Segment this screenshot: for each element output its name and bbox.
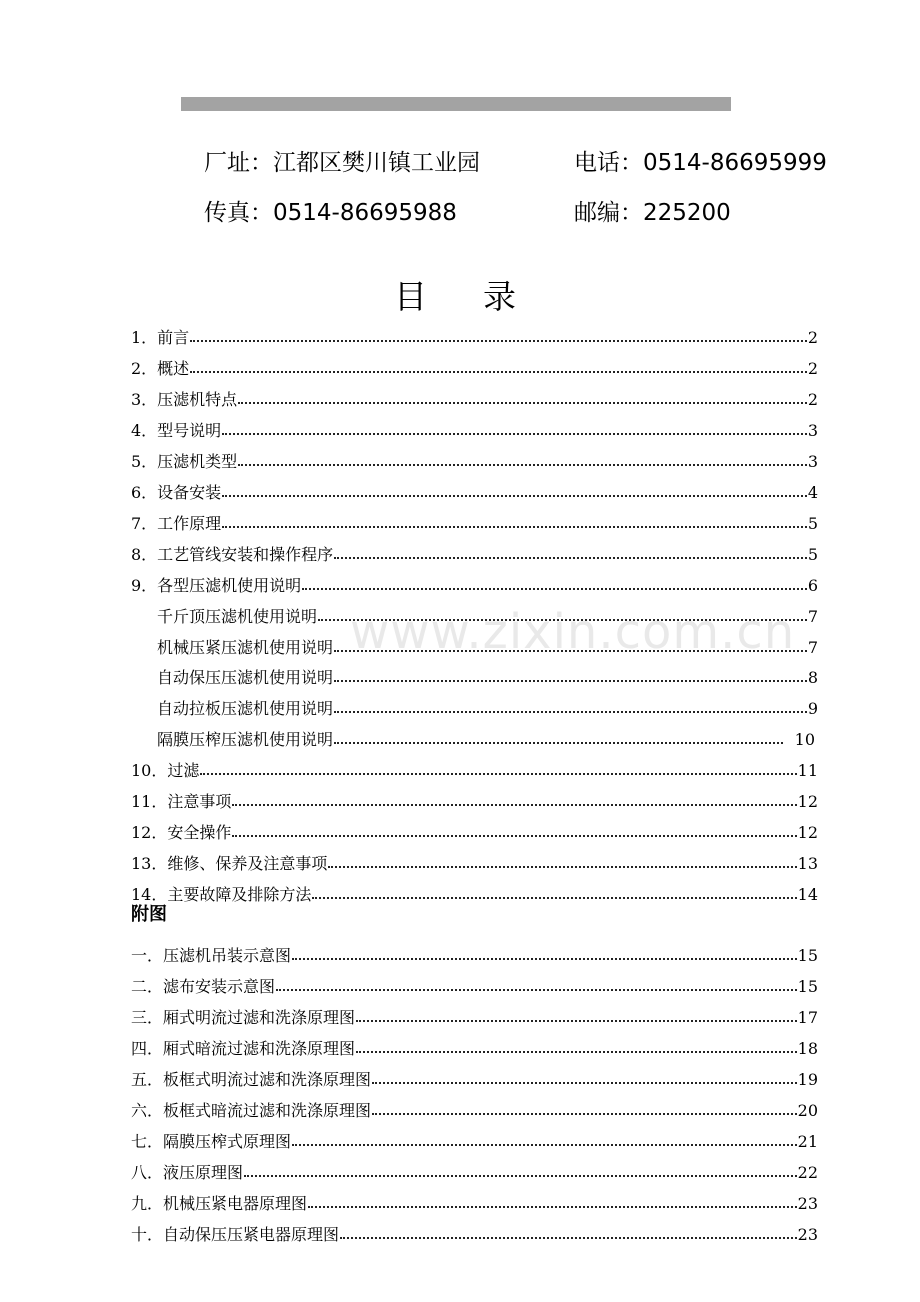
- dot-leader: [334, 711, 807, 713]
- page-number: 23: [797, 1194, 818, 1213]
- appendix-entry: [131, 1064, 818, 1088]
- entry-title: 5．压滤机类型: [131, 452, 238, 471]
- page-number: 7: [807, 638, 818, 657]
- toc-entry: [131, 848, 818, 872]
- entry-title: 12．安全操作: [131, 823, 232, 842]
- watermark-text: www.zixin.com.cn: [350, 604, 796, 660]
- dot-leader: [302, 588, 807, 590]
- entry-title: 13．维修、保养及注意事项: [131, 854, 328, 873]
- dot-leader: [292, 1144, 797, 1146]
- entry-title: 1．前言: [131, 328, 190, 347]
- postcode: 邮编：225200: [574, 200, 731, 226]
- dot-leader: [276, 989, 797, 991]
- dot-leader: [312, 897, 796, 899]
- entry-title: 九．机械压紧电器原理图: [131, 1194, 308, 1213]
- entry-title: 一．压滤机吊装示意图: [131, 946, 292, 965]
- page-number: 9: [807, 699, 818, 718]
- toc-entry: [131, 446, 818, 470]
- page-number: 5: [807, 545, 818, 564]
- toc-entry: [157, 632, 818, 656]
- dot-leader: [190, 371, 807, 373]
- dot-leader: [334, 680, 807, 682]
- page-number: 2: [807, 390, 818, 409]
- dot-leader: [334, 650, 807, 652]
- toc-entry: [131, 322, 818, 346]
- header-rule: [181, 97, 731, 111]
- entry-title: 8．工艺管线安装和操作程序: [131, 545, 334, 564]
- toc-entry: [157, 601, 818, 625]
- dot-leader: [232, 835, 796, 837]
- page-number: 3: [807, 421, 818, 440]
- page-number: 4: [807, 483, 818, 502]
- entry-title: 四．厢式暗流过滤和洗涤原理图: [131, 1039, 356, 1058]
- page-number: 12: [797, 792, 818, 811]
- appendix-heading: 附图: [131, 904, 167, 925]
- entry-title: 9．各型压滤机使用说明: [131, 576, 302, 595]
- page-number: 13: [797, 854, 818, 873]
- page-number: 18: [797, 1039, 818, 1058]
- toc-entry: [131, 755, 818, 779]
- entry-title: 十．自动保压压紧电器原理图: [131, 1225, 340, 1244]
- entry-title: 2．概述: [131, 359, 190, 378]
- entry-title: 4．型号说明: [131, 421, 222, 440]
- dot-leader: [222, 526, 807, 528]
- toc-entry: [157, 693, 818, 717]
- dot-leader: [334, 742, 783, 744]
- page-number: 15: [797, 977, 818, 996]
- entry-title: 6．设备安装: [131, 483, 222, 502]
- toc-entry: [131, 817, 818, 841]
- dot-leader: [200, 773, 796, 775]
- dot-leader: [222, 433, 807, 435]
- dot-leader: [238, 464, 807, 466]
- page-number: 19: [797, 1070, 818, 1089]
- entry-title: 三．厢式明流过滤和洗涤原理图: [131, 1008, 356, 1027]
- entry-title: 3．压滤机特点: [131, 390, 238, 409]
- entry-title: 千斤顶压滤机使用说明: [157, 607, 318, 626]
- page-number: 11: [797, 761, 818, 780]
- toc-entry: [157, 662, 818, 686]
- toc-entry: [131, 384, 818, 408]
- dot-leader: [356, 1051, 797, 1053]
- appendix-entry: [131, 1157, 818, 1181]
- dot-leader: [356, 1020, 797, 1022]
- page-number: 2: [807, 359, 818, 378]
- appendix-entry: [131, 1126, 818, 1150]
- entry-title: 自动保压压滤机使用说明: [157, 668, 334, 687]
- page-number: 7: [807, 607, 818, 626]
- dot-leader: [238, 402, 807, 404]
- toc-title: 目录: [394, 277, 572, 316]
- dot-leader: [334, 557, 807, 559]
- fax-number: 传真：0514-86695988: [204, 200, 457, 226]
- entry-title: 自动拉板压滤机使用说明: [157, 699, 334, 718]
- entry-title: 五．板框式明流过滤和洗涤原理图: [131, 1070, 372, 1089]
- entry-title: 14．主要故障及排除方法: [131, 885, 312, 904]
- entry-title: 7．工作原理: [131, 514, 222, 533]
- appendix-entry: [131, 1188, 818, 1212]
- toc-entry: [131, 570, 818, 594]
- dot-leader: [292, 958, 797, 960]
- toc-entry: [131, 477, 818, 501]
- toc-entry: [131, 353, 818, 377]
- page-number: 12: [797, 823, 818, 842]
- page-number: 17: [797, 1008, 818, 1027]
- factory-address: 厂址：江都区樊川镇工业园: [204, 150, 480, 176]
- appendix-entry: [131, 1095, 818, 1119]
- toc-entry: [131, 786, 818, 810]
- entry-title: 机械压紧压滤机使用说明: [157, 638, 334, 657]
- appendix-entry: [131, 971, 818, 995]
- dot-leader: [308, 1206, 797, 1208]
- dot-leader: [372, 1113, 797, 1115]
- dot-leader: [318, 619, 807, 621]
- dot-leader: [340, 1237, 797, 1239]
- page-number: 2: [807, 328, 818, 347]
- page-number: 20: [797, 1101, 818, 1120]
- page-number: 6: [807, 576, 818, 595]
- page-number: 14: [797, 885, 818, 904]
- page-number: 22: [797, 1163, 818, 1182]
- entry-title: 11．注意事项: [131, 792, 232, 811]
- entry-title: 二．滤布安装示意图: [131, 977, 276, 996]
- page-number: 3: [807, 452, 818, 471]
- page-number: 21: [797, 1132, 818, 1151]
- dot-leader: [222, 495, 807, 497]
- page-number: 5: [807, 514, 818, 533]
- page-number: 23: [797, 1225, 818, 1244]
- page-number: 15: [797, 946, 818, 965]
- page-number: 10: [794, 730, 815, 749]
- page-number: 8: [807, 668, 818, 687]
- phone-number: 电话：0514-86695999: [574, 150, 827, 176]
- dot-leader: [190, 340, 807, 342]
- entry-title: 六．板框式暗流过滤和洗涤原理图: [131, 1101, 372, 1120]
- toc-entry: [157, 724, 815, 748]
- appendix-entry: [131, 940, 818, 964]
- appendix-entry: [131, 1002, 818, 1026]
- dot-leader: [328, 866, 796, 868]
- dot-leader: [232, 804, 796, 806]
- appendix-entry: [131, 1219, 818, 1243]
- toc-entry: [131, 539, 818, 563]
- entry-title: 10．过滤: [131, 761, 200, 780]
- entry-title: 七．隔膜压榨式原理图: [131, 1132, 292, 1151]
- toc-entry: [131, 415, 818, 439]
- dot-leader: [244, 1175, 797, 1177]
- dot-leader: [372, 1082, 797, 1084]
- appendix-entry: [131, 1033, 818, 1057]
- entry-title: 八．液压原理图: [131, 1163, 244, 1182]
- entry-title: 隔膜压榨压滤机使用说明: [157, 730, 334, 749]
- toc-entry: [131, 879, 818, 903]
- toc-entry: [131, 508, 818, 532]
